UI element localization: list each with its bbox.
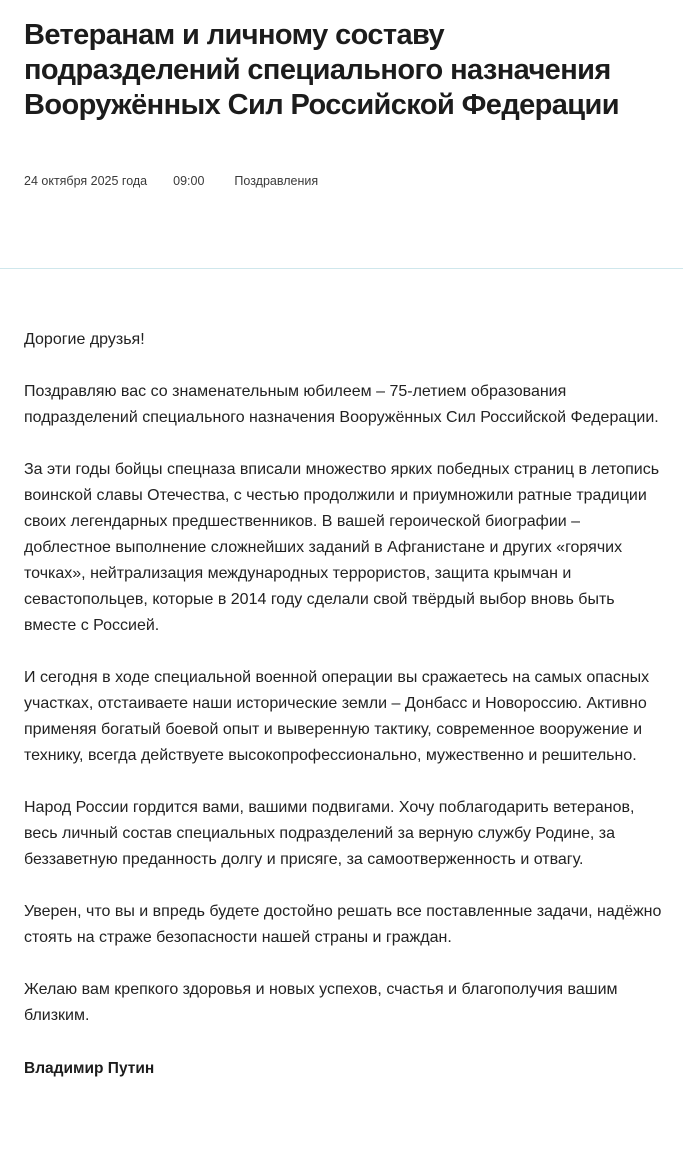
paragraph: Уверен, что вы и впредь будете достойно решать все поставленные задачи, надёжно стоять на страже безопасности нашей страны и граждан.: [24, 903, 662, 946]
paragraph: И сегодня в ходе специальной военной операции вы сражаетесь на самых опасных участках, отстаиваете наши исторические земли – Донбасс и Новороссию. Активно применяя богатый боевой опыт и выверенную тактику, современное вооружение и технику, всегда действуете высокопрофессионально, мужественно и решительно.: [24, 669, 650, 764]
paragraph: Желаю вам крепкого здоровья и новых успехов, счастья и благополучия вашим близким.: [24, 981, 618, 1024]
paragraph: Поздравляю вас со знаменательным юбилеем – 75-летием образования подразделений специального назначения Вооружённых Сил Российской Федерации.: [24, 383, 659, 426]
article-header: [0, 0, 683, 268]
article-time: 09:00: [173, 174, 205, 188]
paragraph: За эти годы бойцы спецназа вписали множество ярких победных страниц в летопись воинской славы Отечества, с честью продолжили и приумножили ратные традиции своих легендарных предшественников. В вашей героической биографии – доблестное выполнение сложнейших заданий в Афганистане и других «горячих точках», нейтрализация международных террористов, защита крымчан и севастопольцев, которые в 2014 году сделали свой твёрдый выбор вновь быть вместе с Россией.: [24, 461, 660, 634]
paragraph-greeting: Дорогие друзья!: [24, 331, 145, 348]
article-signature: Владимир Путин: [24, 1060, 155, 1077]
article-category-link[interactable]: Поздравления: [234, 174, 319, 188]
article-body: [0, 269, 683, 1079]
article-date: 24 октября 2025 года: [24, 174, 148, 188]
article-title: Ветеранам и личному составу подразделений специального назначения Вооружённых Сил Российской Федерации: [24, 19, 619, 121]
article-meta: [24, 173, 659, 189]
paragraph: Народ России гордится вами, вашими подвигами. Хочу поблагодарить ветеранов, весь личный состав специальных подразделений за верную службу Родине, за беззаветную преданность долгу и присяге, за самоотверженность и отвагу.: [24, 799, 635, 868]
